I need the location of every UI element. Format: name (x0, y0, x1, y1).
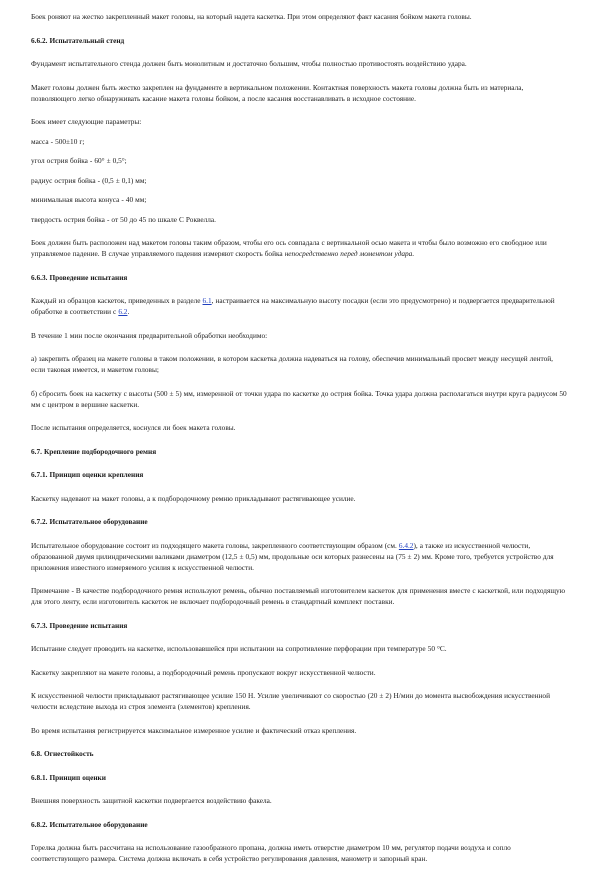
paragraph-text: Каждый из образцов каскеток, приведенных в разделе (31, 296, 203, 305)
paragraph-p21: Во время испытания регистрируется максимальное измеренное усилие и фактический отказ крепления. (31, 725, 357, 735)
paragraph-text: ), а также из искусственной челюсти, образованной двумя цилиндрическими валиками диаметром (12,5 ± 0,5) мм, продольные оси которых разнесены на (75 ± 2) мм. Кроме того, требуется устройство для приложения известного измеряемого усилия к искусственной челюсти. (31, 540, 554, 572)
section-heading-h_671: 6.7.1. Принцип оценки крепления (31, 470, 144, 479)
section-heading-h_662: 6.6.2. Испытательный стенд (31, 35, 125, 45)
section-link[interactable]: 6.2 (118, 307, 128, 316)
section-heading-h_663: 6.6.3. Проведение испытания (31, 272, 128, 282)
document-page (31, 11, 569, 877)
paragraph-p11: В течение 1 мин после окончания предварительной обработки необходимо: (31, 330, 268, 340)
paragraph-p7: минимальная высота конуса - 40 мм; (31, 195, 147, 204)
section-heading-h_67: 6.7. Крепление подбородочного ремня (31, 446, 157, 456)
paragraph-p12: а) закрепить образец на макете головы в таком положении, в котором каскетка должна надеваться на голову, обеспечив минимальный просвет между несущей лентой, если таковая имеется, и макетом головы; (31, 354, 553, 374)
paragraph-p4: масса - 500±10 г; (31, 136, 85, 146)
paragraph-p13: б) сбросить боек на каскетку с высоты (500 ± 5) мм, измеренной от точки удара по каскетке до острия бойка. Точка удара должна располагаться внутри круга радиусом 50 мм с центром в вершине каскетки. (31, 388, 567, 409)
section-heading-h_672: 6.7.2. Испытательное оборудование (31, 517, 148, 526)
paragraph-p22: Внешняя поверхность защитной каскетки подвергается воздействию факела. (31, 796, 272, 805)
paragraph-text: непосредственно перед моментом удара. (284, 249, 415, 258)
paragraph-p14: После испытания определяется, коснулся ли боек макета головы. (31, 423, 236, 432)
paragraph-p17: Примечание - В качестве подбородочного ремня используют ремень, обычно поставляемый изготовителем каскеток для применения вместе с каскеткой, или подходящую для этого ленту, если изготовитель каскеток не включает подбородочный ремень в стандартный комплект поставки. (31, 586, 566, 606)
paragraph-p3: Боек имеет следующие параметры: (31, 117, 142, 126)
paragraph-p1: Фундамент испытательного стенда должен быть монолитным и достаточно большим, чтобы полностью противостоять воздействию удара. (31, 59, 467, 68)
paragraph-p15: Каскетку надевают на макет головы, а к подбородочному ремню прикладывают растягивающее усилие. (31, 493, 356, 503)
paragraph-p10 (31, 295, 569, 317)
section-heading-h_682: 6.8.2. Испытательное оборудование (31, 819, 148, 829)
paragraph-text: , настраивается на максимальную высоту посадки (если это предусмотрено) и подвергается предварительной обработке в соответствии с (31, 296, 555, 316)
paragraph-p2: Макет головы должен быть жестко закреплен на фундаменте в вертикальном положении. Контактная поверхность макета головы должна быть из материала, позволяющего легко обнаруживать касание макета головы бойком, а после касания восстанавливать в исходное состояние. (31, 82, 524, 103)
paragraph-p8: твердость острия бойка - от 50 до 45 по шкале С Роквелла. (31, 214, 216, 224)
paragraph-p0: Боек роняют на жестко закрепленный макет головы, на который надета каскетка. При этом определяют факт касания бойком макета головы. (31, 12, 472, 21)
paragraph-p16 (31, 540, 569, 573)
section-link[interactable]: 6.4.2 (398, 540, 414, 550)
section-heading-h_681: 6.8.1. Принцип оценки (31, 772, 106, 782)
paragraph-p23: Горелка должна быть рассчитана на использование газообразного пропана, должна иметь отверстие диаметром 10 мм, регулятор подачи воздуха и сопло соответствующего размера. Система должна включать в себя устройство регулирования давления, манометр и запорный кран. (31, 843, 511, 863)
paragraph-p18: Испытание следует проводить на каскетке, использовавшейся при испытании на сопротивление перфорации при температуре 50 °С. (31, 644, 447, 653)
paragraph-p19: Каскетку закрепляют на макете головы, а подбородочный ремень пропускают вокруг искусственной челюсти. (31, 667, 376, 677)
paragraph-p6: радиус острия бойка - (0,5 ± 0,1) мм; (31, 175, 147, 185)
paragraph-text: Испытательное оборудование состоит из подходящего макета головы, закрепленного соответствующим образом (см. (31, 540, 399, 550)
paragraph-p5: угол острия бойка - 60° ± 0,5°; (31, 156, 127, 165)
section-heading-h_68: 6.8. Огнестойкость (31, 749, 94, 758)
section-heading-h_673: 6.7.3. Проведение испытания (31, 620, 128, 630)
paragraph-p9 (31, 237, 569, 259)
paragraph-text: Боек должен быть расположен над макетом головы таким образом, чтобы его ось совпадала с вертикальной осью макета и чтобы было возможно его свободное или управляемое падение. В случае управляемого падения измеряют скорость бойка (31, 238, 547, 258)
section-link[interactable]: 6.1 (202, 296, 212, 305)
paragraph-p20: К искусственной челюсти прикладывают растягивающее усилие 150 Н. Усилие увеличивают со скоростью (20 ± 2) Н/мин до момента высвобождения искусственной челюсти вследствие выхода из строя элемента (элементов) крепления. (31, 691, 550, 711)
paragraph-text: . (127, 307, 130, 316)
